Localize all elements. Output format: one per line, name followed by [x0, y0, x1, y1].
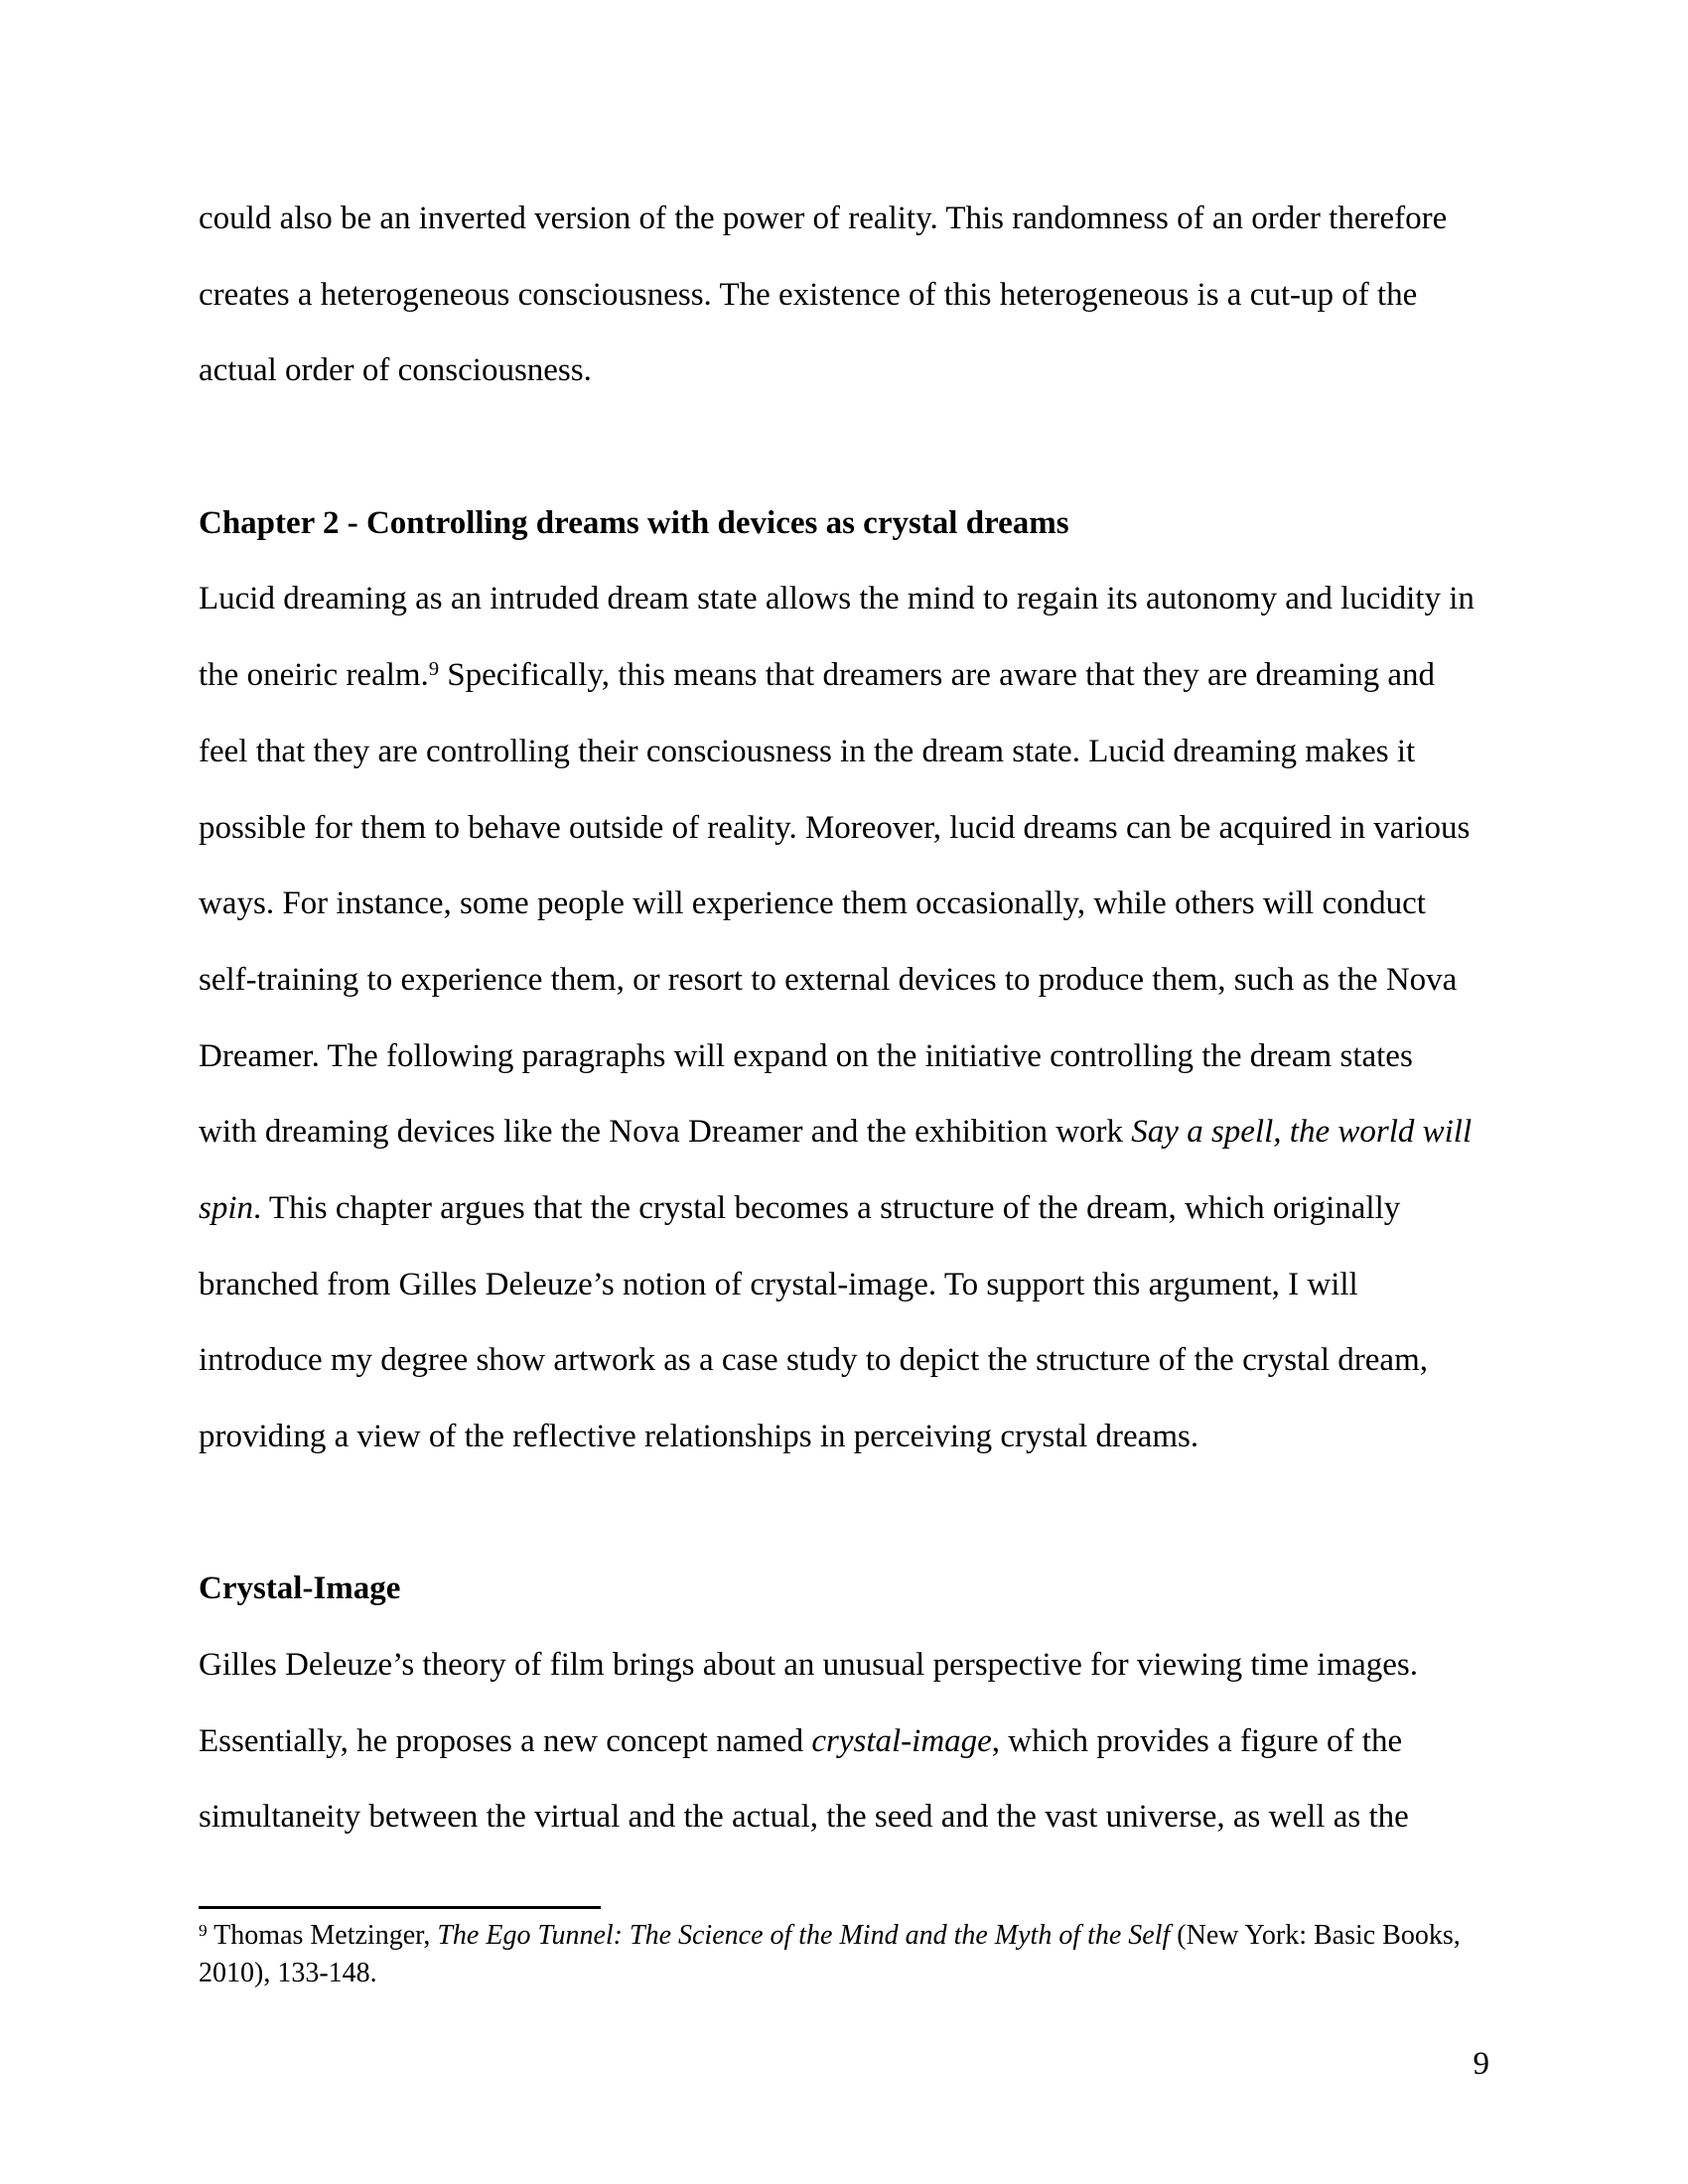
text-line: [199, 1955, 1519, 1992]
text-segment: possible for them to behave outside of reality. Moreover, lucid dreams can be acquired in various: [199, 809, 1471, 846]
text-line: [199, 1247, 1489, 1323]
text-line: [199, 1170, 1489, 1247]
text-segment: self-training to experience them, or resort to external devices to produce them, such as the Nova: [199, 961, 1458, 998]
text-line: [199, 257, 1489, 334]
footnote-reference-number: 9: [199, 1920, 208, 1940]
text-line: [199, 714, 1489, 790]
text-segment: could also be an inverted version of the power of reality. This randomness of an order therefore: [199, 201, 1448, 236]
text-segment: crystal-image: [811, 1722, 992, 1759]
text-line: [199, 866, 1489, 942]
text-segment: with dreaming devices like the Nova Dreamer and the exhibition work: [199, 1114, 1132, 1151]
paragraph-1: [199, 181, 1489, 409]
crystal-image-heading: [199, 1551, 1489, 1627]
footnote: [199, 1917, 1519, 1992]
text-segment: simultaneity between the virtual and the actual, the seed and the vast universe, as well as the: [199, 1799, 1409, 1836]
text-segment: Thomas Metzinger,: [207, 1920, 438, 1951]
text-line: [199, 790, 1489, 867]
text-segment: spin: [199, 1189, 254, 1226]
page-number: 9: [1473, 2046, 1489, 2082]
footnote-separator-rule: [199, 1906, 601, 1909]
text-segment: Chapter 2 - Controlling dreams with devices as crystal dreams: [199, 504, 1069, 541]
text-segment: providing a view of the reflective relationships in perceiving crystal dreams.: [199, 1419, 1199, 1454]
text-line: [199, 1551, 1489, 1627]
text-segment: Crystal-Image: [199, 1570, 401, 1607]
text-segment: , which provides a figure of the: [991, 1722, 1403, 1759]
text-line: [199, 333, 1489, 409]
text-line: [199, 1019, 1489, 1095]
text-segment: Specifically, this means that dreamers are aware that they are dreaming and: [439, 657, 1436, 694]
text-line: [199, 942, 1489, 1019]
text-line: [199, 181, 1489, 257]
text-segment: Say a spell, the world will: [1131, 1114, 1473, 1151]
text-line: [199, 1627, 1489, 1704]
document-body: [199, 181, 1489, 1855]
text-line: [199, 1094, 1489, 1170]
paragraph-2: [199, 561, 1489, 1474]
text-line: [199, 1322, 1489, 1399]
text-segment: (New York: Basic Books,: [1170, 1920, 1461, 1951]
text-segment: . This chapter argues that the crystal becomes a structure of the dream, which originally: [253, 1189, 1401, 1226]
text-segment: introduce my degree show artwork as a case study to depict the structure of the crystal dream,: [199, 1342, 1428, 1379]
text-segment: creates a heterogeneous consciousness. The existence of this heterogeneous is a cut-up of the: [199, 276, 1418, 313]
text-segment: Gilles Deleuze’s theory of film brings about an unusual perspective for viewing time images.: [199, 1647, 1419, 1684]
text-line: [199, 561, 1489, 637]
text-segment: ways. For instance, some people will experience them occasionally, while others will conduct: [199, 886, 1426, 922]
text-line: [199, 1917, 1519, 1955]
paragraph-3: [199, 1627, 1489, 1855]
text-segment: Dreamer. The following paragraphs will expand on the initiative controlling the dream states: [199, 1037, 1413, 1074]
text-segment: 2010), 133-148.: [199, 1958, 377, 1988]
text-line: [199, 1399, 1489, 1475]
text-segment: feel that they are controlling their consciousness in the dream state. Lucid dreaming makes it: [199, 733, 1416, 769]
text-segment: the oneiric realm.: [199, 657, 429, 694]
text-line: [199, 485, 1489, 562]
text-segment: Essentially, he proposes a new concept named: [199, 1722, 812, 1759]
text-segment: actual order of consciousness.: [199, 352, 592, 389]
text-line: [199, 637, 1489, 714]
text-line: [199, 1779, 1489, 1855]
footnote-reference-number: 9: [428, 658, 440, 681]
text-segment: branched from Gilles Deleuze’s notion of crystal-image. To support this argument, I will: [199, 1266, 1358, 1302]
text-segment: Lucid dreaming as an intruded dream state allows the mind to regain its autonomy and lucidity in: [199, 581, 1475, 617]
chapter-2-heading: [199, 485, 1489, 562]
text-segment: The Ego Tunnel: The Science of the Mind and the Myth of the Self: [437, 1920, 1171, 1951]
text-line: [199, 1704, 1489, 1780]
